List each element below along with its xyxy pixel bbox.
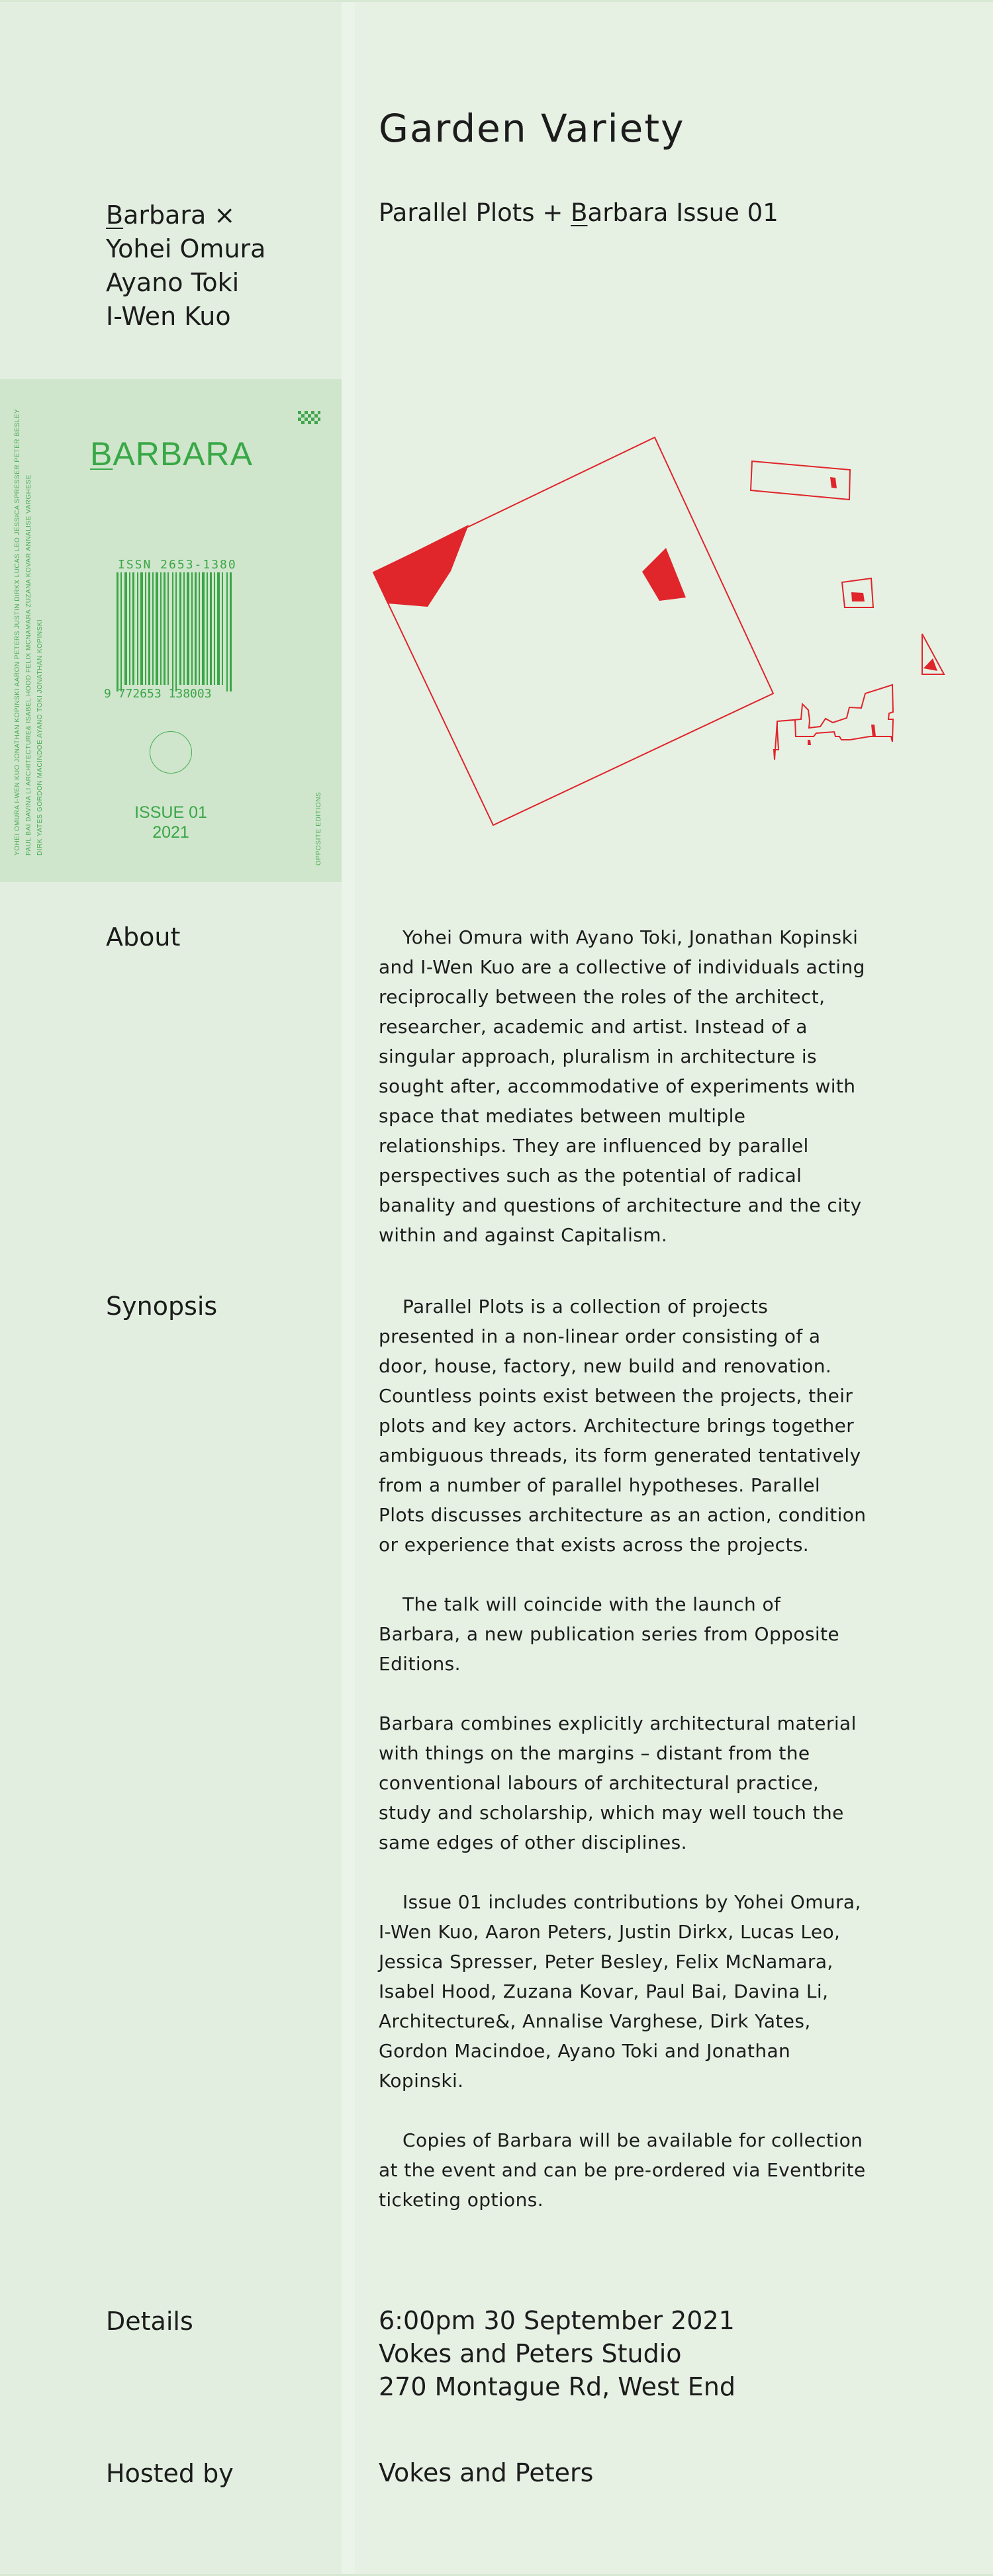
synopsis-paragraph: Issue 01 includes contributions by Yohei Omura, I-Wen Kuo, Aaron Peters, Justin Dirkx, Lucas Leo, Jessica Spresser, Peter Besley, Felix McNamara, Isabel Hood, Zuzana Kovar, Paul Bai, Davina Li, Architecture&, Annalise Varghese, Dirk Yates, Gordon Macindoe, Ayano Toki and Jonathan Kopinski. <box>379 1891 861 2092</box>
cover-brand-rest: ARBARA <box>113 435 253 472</box>
authors-brand-rest: arbara × <box>123 200 236 230</box>
subtitle-brand-rest: arbara <box>587 199 669 227</box>
page-subtitle <box>379 199 779 227</box>
cover-contributors-line: DIRK YATES GORDON MACINDOE AYANO TOKI JONATHAN KOPINSKI <box>36 619 44 856</box>
plan-hatch-c <box>830 477 837 488</box>
hosted-value: Vokes and Peters <box>379 2458 594 2487</box>
event-address: 270 Montague Rd, West End <box>379 2372 735 2401</box>
plan-main-building <box>373 437 773 825</box>
cover-brand-title <box>90 435 253 473</box>
event-venue: Vokes and Peters Studio <box>379 2339 682 2368</box>
checker-mark-icon <box>298 411 320 424</box>
synopsis-paragraph: Parallel Plots is a collection of projects presented in a non-linear order consisting of a door, house, factory, new build and renovation. Countless points exist between the projects, their plots and key actors. Architecture brings together ambiguous threads, its form generated tentatively from a number of parallel hypotheses. Parallel Plots discusses architecture as an action, condition or experience that exists across the projects. <box>379 1296 867 1556</box>
barcode-icon <box>117 572 237 691</box>
plan-outbuilding <box>774 685 893 760</box>
cover-contributors <box>12 406 46 856</box>
author-name: I-Wen Kuo <box>106 302 231 331</box>
cover-issue <box>0 803 342 842</box>
cover-issn: ISSN 2653-1380 <box>118 558 237 572</box>
about-text <box>379 922 869 1250</box>
authors-block <box>106 199 265 333</box>
plan-hatch-a <box>373 525 469 607</box>
synopsis-label: Synopsis <box>106 1292 218 1321</box>
cover-publisher: OPPOSITE EDITIONS <box>315 791 322 866</box>
cover-issue-number: ISSUE 01 <box>134 803 207 822</box>
plan-hatch-d <box>851 592 865 601</box>
subtitle-brand-initial: B <box>571 199 588 227</box>
plan-hatch-g <box>808 740 811 745</box>
column-divider <box>342 0 355 2576</box>
page-title: Garden Variety <box>379 106 685 151</box>
authors-line-1 <box>106 199 265 232</box>
author-name: Yohei Omura <box>106 234 266 263</box>
cover-contributors-line: YOHEI OMURA I-WEN KUO JONATHAN KOPINSKI AARON PETERS JUSTIN DIRKX LUCAS LEO JESSICA SPRESSER PETER BESLEY <box>14 408 21 856</box>
about-paragraph: Yohei Omura with Ayano Toki, Jonathan Kopinski and I-Wen Kuo are a collective of individuals acting reciprocally between the roles of the architect, researcher, academic and artist. Instead of a singular approach, pluralism in architecture is sought after, accommodative of experiments with space that mediates between multiple relationships. They are influenced by parallel perspectives such as the potential of radical banality and questions of architecture and the city within and against Capitalism. <box>379 926 865 1246</box>
authors-brand-initial: B <box>106 200 124 230</box>
barcode-number: 9 772653 138003 <box>104 687 212 701</box>
hosted-label: Hosted by <box>106 2459 234 2488</box>
subtitle-pre: Parallel Plots + <box>379 199 571 227</box>
plan-hatch-e <box>923 658 937 671</box>
subtitle-post: Issue 01 <box>668 199 779 227</box>
event-time: 6:00pm 30 September 2021 <box>379 2306 735 2335</box>
author-name: Ayano Toki <box>106 268 240 297</box>
cover-circle <box>150 731 192 774</box>
synopsis-paragraph: The talk will coincide with the launch of Barbara, a new publication series from Opposite Editions. <box>379 1593 840 1675</box>
publication-cover <box>0 379 342 882</box>
cover-issue-year: 2021 <box>152 823 189 842</box>
synopsis-text <box>379 1292 869 2215</box>
plan-hatch-f <box>871 725 876 737</box>
plan-hatch-b <box>642 548 686 601</box>
details-block <box>379 2304 735 2403</box>
synopsis-paragraph: Barbara combines explicitly architectural material with things on the margins – distant from the conventional labours of architectural practice, study and scholarship, which may well touch the same edges of other disciplines. <box>379 1712 857 1853</box>
cover-brand-initial: B <box>90 435 113 472</box>
details-label: Details <box>106 2307 193 2336</box>
top-border <box>0 0 993 2</box>
cover-contributors-line: PAUL BAI DAVINA LI ARCHITECTURE& ISABEL HOOD FELIX MCNAMARA ZUZANA KOVAR ANNALISE VARGHESE <box>25 474 32 856</box>
site-plan-drawing <box>355 379 993 882</box>
synopsis-paragraph: Copies of Barbara will be available for collection at the event and can be pre-ordered via Eventbrite ticketing options. <box>379 2129 866 2211</box>
about-label: About <box>106 922 181 952</box>
